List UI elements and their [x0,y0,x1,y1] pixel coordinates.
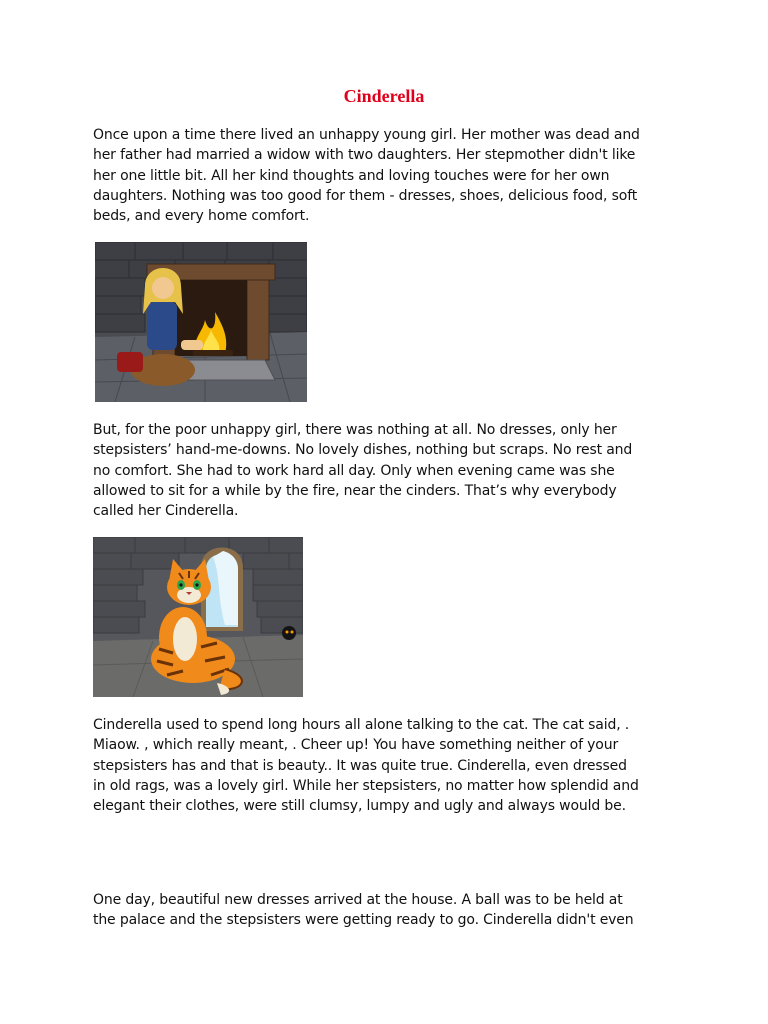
paragraph-line: Once upon a time there lived an unhappy young girl. Her mother was dead and [93,127,640,143]
paragraph-line: elegant their clothes, were still clumsy, lumpy and ugly and always would be. [93,798,626,815]
paragraph-2 [93,420,683,521]
paragraph-line: her father had married a widow with two daughters. Her stepmother didn't like [93,147,636,164]
cinderella-by-fireplace-illustration [95,242,307,402]
paragraph-line: stepsisters has and that is beauty.. It was quite true. Cinderella, even dressed [93,757,627,774]
paragraph-line: beds, and every home comfort. [93,208,310,225]
paragraph-line: One day, beautiful new dresses arrived at the house. A ball was to be held at [93,892,623,908]
paragraph-line: allowed to sit for a while by the fire, near the cinders. That’s why everybody [93,482,617,499]
paragraph-line: daughters. Nothing was too good for them - dresses, shoes, delicious food, soft [93,187,638,204]
paragraph-4 [93,890,683,931]
paragraph-line: But, for the poor unhappy girl, there was nothing at all. No dresses, only her [93,422,617,438]
paragraph-line: no comfort. She had to work hard all day. Only when evening came was she [93,462,615,479]
page-title: Cinderella [343,86,425,106]
paragraph-line: Cinderella used to spend long hours all alone talking to the cat. The cat said, . [93,717,630,733]
paragraph-line: stepsisters’ hand-me-downs. No lovely dishes, nothing but scraps. No rest and [93,442,633,459]
paragraph-line: called her Cinderella. [93,503,239,520]
paragraph-line: the palace and the stepsisters were getting ready to go. Cinderella didn't even [93,912,634,929]
paragraph-1 [93,125,683,226]
paragraph-line: in old rags, was a lovely girl. While her stepsisters, no matter how splendid and [93,777,639,794]
cat-by-window-illustration [93,537,303,697]
paragraph-line: Miaow. , which really meant, . Cheer up! You have something neither of your [93,737,619,754]
paragraph-3 [93,715,683,816]
paragraph-line: her one little bit. All her kind thoughts and loving touches were for her own [93,167,610,184]
